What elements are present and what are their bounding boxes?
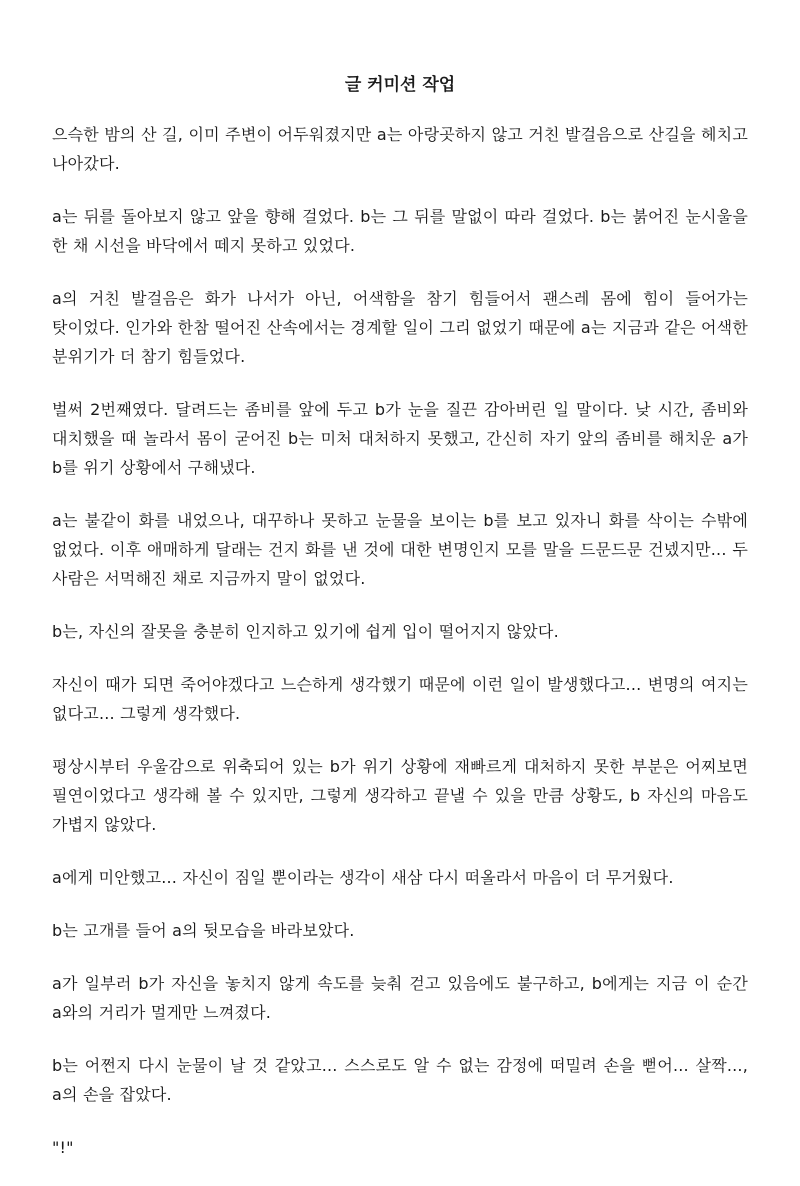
paragraph-7: 자신이 때가 되면 죽어야겠다고 느슨하게 생각했기 때문에 이런 일이 발생했다고... 변명의 여지는 없다고... 그렇게 생각했다. <box>52 675 748 723</box>
document-page <box>52 0 748 1182</box>
paragraph-5: a는 불같이 화를 내었으나, 대꾸하나 못하고 눈물을 보이는 b를 보고 있자니 화를 삭이는 수밖에 없었다. 이후 애매하게 달래는 건지 화를 낸 것에 대한 변명인지 모를 말을 드문드문 건넸지만... 두 사람은 서먹해진 채로 지금까지 말이 없었다. <box>52 511 748 588</box>
document-body <box>52 120 748 1186</box>
paragraph-6: b는, 자신의 잘못을 충분히 인지하고 있기에 쉽게 입이 떨어지지 않았다. <box>52 622 559 641</box>
document-title: 글 커미션 작업 <box>344 75 456 95</box>
paragraph-12: b는 어쩐지 다시 눈물이 날 것 같았고... 스스로도 알 수 없는 감정에 떠밀려 손을 뻗어... 살짝..., a의 손을 잡았다. <box>52 1056 748 1104</box>
paragraph-8: 평상시부터 우울감으로 위축되어 있는 b가 위기 상황에 재빠르게 대처하지 못한 부분은 어찌보면 필연이었다고 생각해 볼 수 있지만, 그렇게 생각하고 끝낼 수 있을 만큼 상황도, b 자신의 마음도 가볍지 않았다. <box>52 757 748 834</box>
paragraph-11: a가 일부러 b가 자신을 놓치지 않게 속도를 늦춰 걷고 있음에도 불구하고, b에게는 지금 이 순간 a와의 거리가 멀게만 느껴졌다. <box>52 974 748 1022</box>
paragraph-13: "!" <box>52 1138 74 1157</box>
paragraph-10: b는 고개를 들어 a의 뒷모습을 바라보았다. <box>52 921 355 940</box>
paragraph-1: 으슥한 밤의 산 길, 이미 주변이 어두워졌지만 a는 아랑곳하지 않고 거친 발걸음으로 산길을 헤치고 나아갔다. <box>52 125 748 173</box>
paragraph-2: a는 뒤를 돌아보지 않고 앞을 향해 걸었다. b는 그 뒤를 말없이 따라 걸었다. b는 붉어진 눈시울을 한 채 시선을 바닥에서 떼지 못하고 있었다. <box>52 207 748 255</box>
paragraph-9: a에게 미안했고... 자신이 짐일 뿐이라는 생각이 새삼 다시 떠올라서 마음이 더 무거웠다. <box>52 868 674 887</box>
paragraph-3: a의 거친 발걸음은 화가 나서가 아닌, 어색함을 참기 힘들어서 괜스레 몸에 힘이 들어가는 탓이었다. 인가와 한참 떨어진 산속에서는 경계할 일이 그리 없었기 때문에 a는 지금과 같은 어색한 분위기가 더 참기 힘들었다. <box>52 289 748 366</box>
paragraph-4: 벌써 2번째였다. 달려드는 좀비를 앞에 두고 b가 눈을 질끈 감아버린 일 말이다. 낮 시간, 좀비와 대치했을 때 놀라서 몸이 굳어진 b는 미처 대처하지 못했고, 간신히 자기 앞의 좀비를 해치운 a가 b를 위기 상황에서 구해냈다. <box>52 400 748 477</box>
